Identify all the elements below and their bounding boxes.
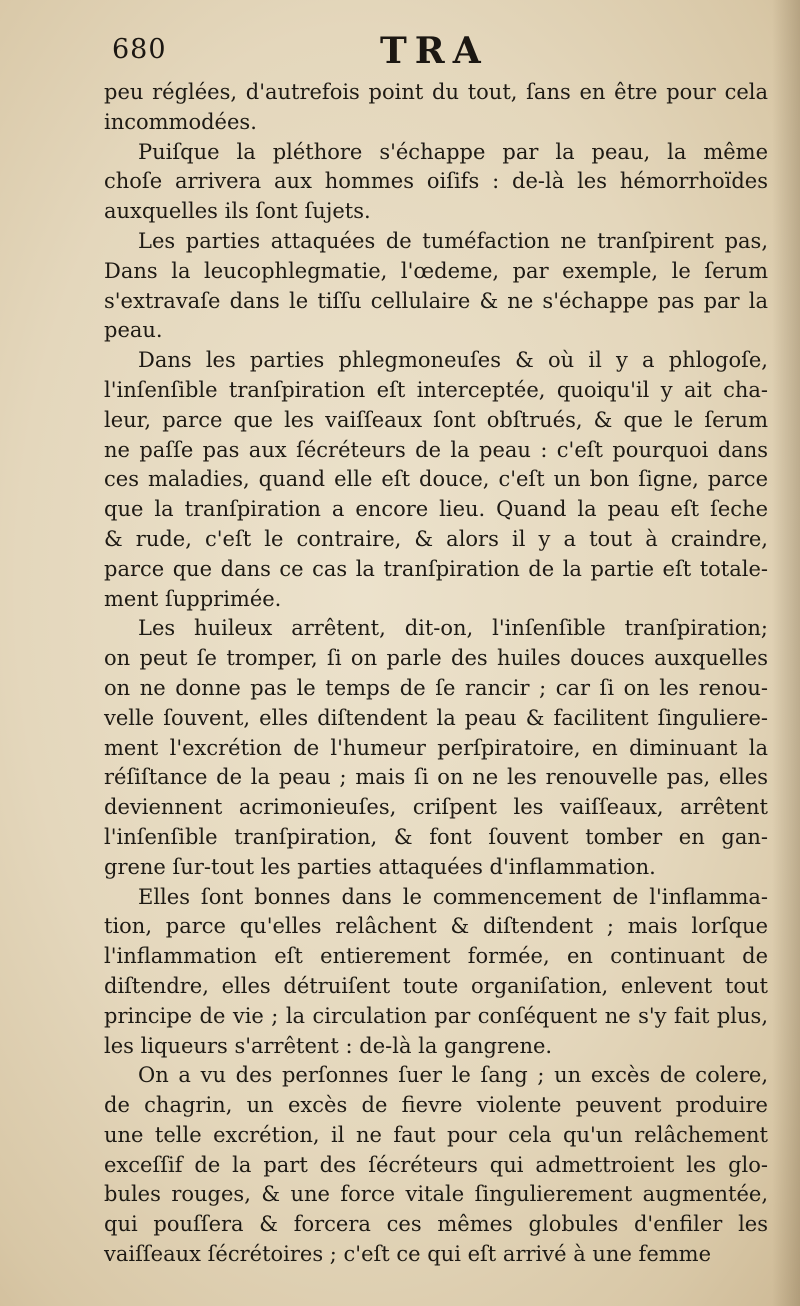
body-text: [104, 78, 768, 1270]
text-line: tion, parce qu'elles relâchent & diſtendent ; mais lorſque: [104, 914, 768, 939]
paragraph: [104, 883, 768, 1062]
text-line: Dans les parties phlegmoneuſes & où il y a phlogoſe,: [138, 348, 768, 373]
text-line: Dans la leucophlegmatie, l'œdeme, par exemple, le ſerum: [104, 258, 768, 283]
text-line: grene ſur-tout les parties attaquées d'inflammation.: [104, 854, 656, 879]
text-line: parce que dans ce cas la tranſpiration de la partie eſt totale-: [104, 556, 768, 581]
text-line: réſiſtance de la peau ; mais ſi on ne les renouvelle pas, elles: [104, 765, 768, 790]
page-gutter-shadow: [772, 0, 800, 1306]
text-line: s'extravaſe dans le tiſſu cellulaire & ne s'échappe pas par la: [104, 288, 768, 313]
text-line: exceſſif de la part des ſécréteurs qui admettroient les glo-: [104, 1152, 768, 1177]
text-line: leur, parce que les vaiſſeaux ſont obſtrués, & que le ſerum: [104, 407, 768, 432]
paragraph: [104, 227, 768, 346]
text-line: incommodées.: [104, 109, 257, 134]
text-line: on peut ſe tromper, ſi on parle des huiles douces auxquelles: [104, 646, 768, 671]
text-line: l'inflammation eſt entierement formée, en continuant de: [104, 944, 768, 969]
text-line: & rude, c'eſt le contraire, & alors il y a tout à craindre,: [104, 526, 768, 551]
text-line: de chagrin, un excès de fievre violente peuvent produire: [104, 1093, 768, 1118]
running-head: TRA: [380, 30, 489, 72]
text-line: ne paſſe pas aux ſécréteurs de la peau : c'eſt pourquoi dans: [104, 437, 768, 462]
text-line: diſtendre, elles détruiſent toute organiſation, enlevent tout: [104, 973, 768, 998]
text-line: ment l'excrétion de l'humeur perſpiratoire, en diminuant la: [104, 735, 768, 760]
text-line: Puiſque la pléthore s'échappe par la peau, la même: [138, 139, 768, 164]
text-line: qui pouſſera & forcera ces mêmes globules d'enfiler les: [104, 1212, 768, 1237]
paragraph: [104, 78, 768, 138]
text-line: Les huileux arrêtent, dit-on, l'inſenſible tranſpiration;: [138, 616, 768, 641]
paragraph: [104, 1061, 768, 1270]
text-line: On a vu des perſonnes ſuer le ſang ; un excès de colere,: [138, 1063, 768, 1088]
text-line: peu réglées, d'autrefois point du tout, ſans en être pour cela: [104, 80, 768, 104]
page-header: [112, 28, 772, 76]
text-line: une telle excrétion, il ne faut pour cela qu'un relâchement: [104, 1122, 768, 1147]
paragraph: [104, 138, 768, 227]
page-number: 680: [112, 34, 167, 65]
text-line: deviennent acrimonieuſes, criſpent les vaiſſeaux, arrêtent: [104, 795, 768, 820]
text-line: ment ſupprimée.: [104, 586, 282, 611]
text-line: l'inſenſible tranſpiration eſt interceptée, quoiqu'il y ait cha-: [104, 377, 768, 402]
text-line: Les parties attaquées de tuméfaction ne tranſpirent pas,: [138, 228, 768, 253]
text-line: on ne donne pas le temps de ſe rancir ; car ſi on les renou-: [104, 675, 768, 700]
text-line: bules rouges, & une force vitale ſingulierement augmentée,: [104, 1182, 768, 1207]
text-line: Elles ſont bonnes dans le commencement de l'inflamma-: [138, 884, 768, 909]
paragraph: [104, 346, 768, 614]
text-line: auxquelles ils ſont ſujets.: [104, 199, 371, 224]
text-line: vaiſſeaux ſécrétoires ; c'eſt ce qui eſt arrivé à une femme: [104, 1242, 712, 1267]
text-line: ces maladies, quand elle eſt douce, c'eſt un bon ſigne, parce: [104, 467, 768, 492]
text-line: peau.: [104, 318, 163, 343]
text-line: choſe arrivera aux hommes oiſifs : de-là les hémorrhoïdes: [104, 169, 768, 194]
text-line: que la tranſpiration a encore lieu. Quand la peau eſt ſeche: [104, 497, 768, 522]
text-line: principe de vie ; la circulation par conſéquent ne s'y fait plus,: [104, 1003, 768, 1028]
text-line: velle ſouvent, elles diſtendent la peau & facilitent ſinguliere-: [104, 705, 768, 730]
text-line: les liqueurs s'arrêtent : de-là la gangrene.: [104, 1033, 553, 1058]
paragraph: [104, 614, 768, 882]
text-line: l'inſenſible tranſpiration, & font ſouvent tomber en gan-: [104, 824, 768, 849]
